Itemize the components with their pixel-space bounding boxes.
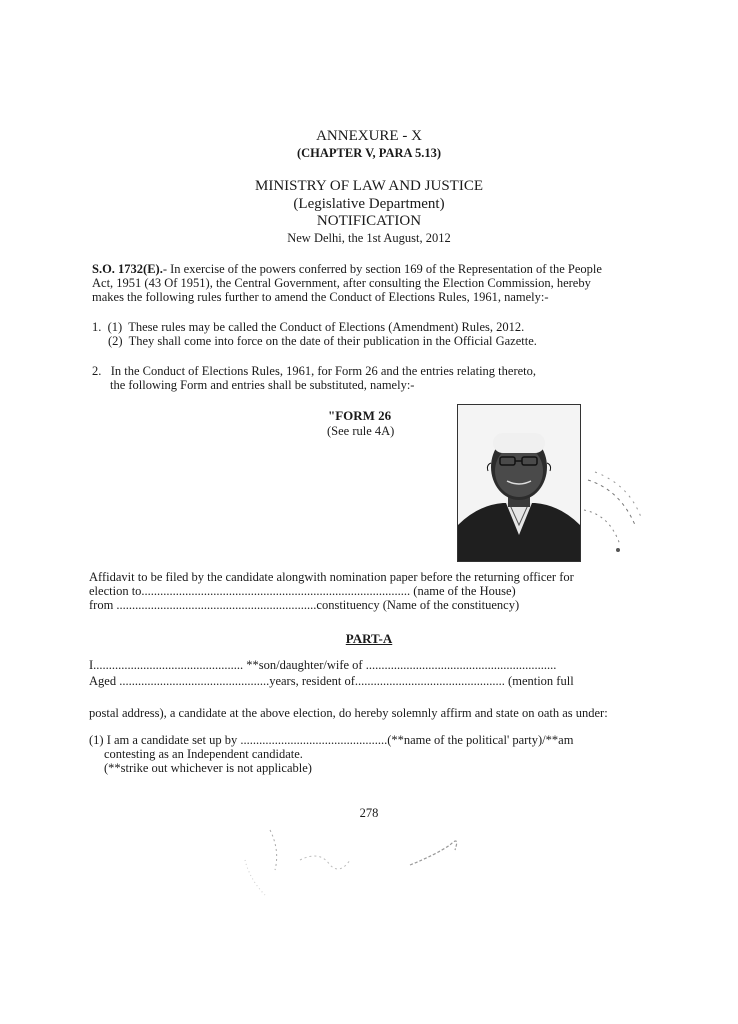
form-subtitle: (See rule 4A) bbox=[327, 424, 395, 438]
affidavit-line-1: Affidavit to be filed by the candidate alongwith nomination paper before the returning officer for bbox=[89, 570, 574, 584]
rule-2-line-2: the following Form and entries shall be substituted, namely:- bbox=[110, 378, 415, 392]
ministry-name: MINISTRY OF LAW AND JUSTICE bbox=[255, 178, 483, 194]
signature-scribble-icon bbox=[240, 820, 480, 910]
candidate-photo bbox=[457, 404, 581, 562]
part-a-line-1: I................................................ **son/daughter/wife of ............................................................. bbox=[89, 658, 557, 672]
form-title: "FORM 26 bbox=[328, 408, 392, 423]
rule-1-line-2: (2) They shall come into force on the date of their publication in the Official Gazette. bbox=[108, 334, 537, 348]
intro-line-1 bbox=[92, 262, 602, 277]
intro-line-2: Act, 1951 (43 Of 1951), the Central Government, after consulting the Election Commission, hereby bbox=[92, 276, 591, 290]
item-1-line-1: (1) I am a candidate set up by ...............................................(**name of the political' party)/**am bbox=[89, 733, 574, 747]
rule-2-line-1: 2. In the Conduct of Elections Rules, 1961, for Form 26 and the entries relating thereto, bbox=[92, 364, 537, 378]
item-1-line-2: contesting as an Independent candidate. bbox=[104, 747, 303, 761]
page-number: 278 bbox=[359, 806, 379, 820]
part-a-line-3: postal address), a candidate at the above election, do hereby solemnly affirm and state on oath as under: bbox=[89, 706, 608, 720]
annexure-title: ANNEXURE - X bbox=[316, 128, 422, 144]
affidavit-line-3: from ................................................................constituency (Name of the constituency) bbox=[89, 598, 520, 612]
candidate-portrait-icon bbox=[458, 405, 580, 561]
part-a-heading: PART-A bbox=[345, 631, 393, 646]
intro-line-3: makes the following rules further to amend the Conduct of Elections Rules, 1961, namely:- bbox=[92, 290, 549, 304]
rule-1-line-1: 1. (1) These rules may be called the Conduct of Elections (Amendment) Rules, 2012. bbox=[92, 320, 525, 334]
intro-text-1: - In exercise of the powers conferred by section 169 of the Representation of the People bbox=[162, 262, 602, 276]
item-1-line-3: (**strike out whichever is not applicable) bbox=[104, 761, 312, 775]
part-a-line-2: Aged ................................................years, resident of................................................ (mention full bbox=[89, 674, 574, 688]
date-line: New Delhi, the 1st August, 2012 bbox=[287, 231, 451, 245]
round-stamp-icon bbox=[580, 470, 650, 560]
notification-heading: NOTIFICATION bbox=[316, 213, 422, 229]
department-name: (Legislative Department) bbox=[293, 196, 445, 212]
affidavit-line-2: election to...................................................................................... (name of the House) bbox=[89, 584, 516, 598]
so-number: S.O. 1732(E). bbox=[92, 262, 163, 276]
chapter-reference: (CHAPTER V, PARA 5.13) bbox=[296, 146, 442, 160]
